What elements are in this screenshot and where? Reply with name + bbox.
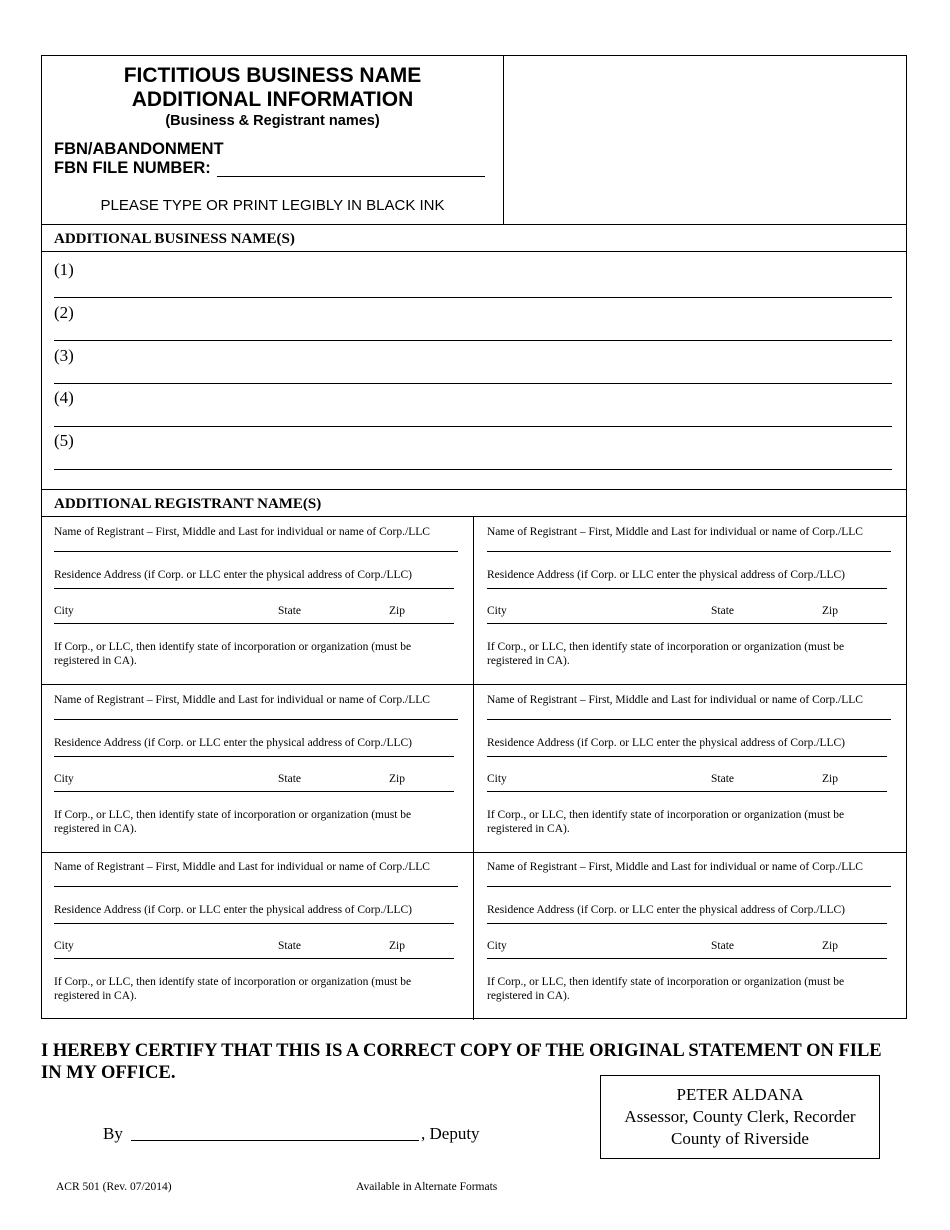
certify-line-1: I HEREBY CERTIFY THAT THIS IS A CORRECT COPY OF THE ORIGINAL STATEMENT ON FILE [41, 1041, 882, 1061]
filing-stamp-area [504, 56, 906, 224]
registrant-name-field[interactable] [487, 551, 891, 552]
registrant-name-label: Name of Registrant – First, Middle and Last for individual or name of Corp./LLC [487, 526, 863, 538]
business-name-field-3[interactable] [54, 383, 892, 384]
incorporation-label-line-1: If Corp., or LLC, then identify state of incorporation or organization (must be [487, 641, 845, 653]
fbn-form [41, 55, 907, 1019]
incorporation-label [487, 808, 844, 836]
residence-address-field[interactable] [487, 588, 887, 589]
registrant-names-title: ADDITIONAL REGISTRANT NAME(S) [54, 496, 322, 512]
business-name-number: (2) [54, 303, 74, 322]
incorporation-label-line-1: If Corp., or LLC, then identify state of incorporation or organization (must be [487, 809, 845, 821]
zip-label: Zip [822, 773, 838, 785]
zip-label: Zip [822, 605, 838, 617]
residence-address-label: Residence Address (if Corp. or LLC enter the physical address of Corp./LLC) [487, 737, 846, 749]
residence-address-label: Residence Address (if Corp. or LLC enter the physical address of Corp./LLC) [487, 904, 846, 916]
state-label: State [278, 773, 301, 785]
registrant-name-field[interactable] [54, 719, 458, 720]
form-header [42, 56, 906, 225]
deputy-signature-field[interactable] [131, 1140, 419, 1141]
incorporation-label-line-2: registered in CA). [487, 823, 570, 835]
incorporation-label [54, 640, 411, 668]
residence-address-field[interactable] [487, 923, 887, 924]
residence-address-field[interactable] [487, 756, 887, 757]
form-title-line2: ADDITIONAL INFORMATION [131, 88, 414, 111]
city-state-zip-field[interactable] [54, 623, 454, 624]
residence-address-field[interactable] [54, 923, 454, 924]
deputy-label: , Deputy [421, 1124, 480, 1143]
incorporation-label-line-1: If Corp., or LLC, then identify state of incorporation or organization (must be [487, 976, 845, 988]
form-code: ACR 501 (Rev. 07/2014) [56, 1181, 172, 1193]
incorporation-label-line-2: registered in CA). [487, 990, 570, 1002]
registrant-name-field[interactable] [54, 551, 458, 552]
state-label: State [711, 605, 734, 617]
business-name-field-1[interactable] [54, 297, 892, 298]
instruction-text: PLEASE TYPE OR PRINT LEGIBLY IN BLACK INK [100, 197, 445, 214]
official-county: County of Riverside [671, 1129, 809, 1148]
residence-address-label: Residence Address (if Corp. or LLC enter the physical address of Corp./LLC) [54, 569, 413, 581]
incorporation-label [54, 808, 411, 836]
incorporation-label-line-2: registered in CA). [487, 655, 570, 667]
registrant-cell [42, 517, 474, 685]
business-name-field-4[interactable] [54, 426, 892, 427]
city-state-zip-field[interactable] [54, 958, 454, 959]
city-state-zip-field[interactable] [487, 623, 887, 624]
business-name-number: (1) [54, 260, 74, 279]
certify-line-2: IN MY OFFICE. [41, 1063, 176, 1083]
registrant-cell [475, 517, 907, 685]
residence-address-field[interactable] [54, 588, 454, 589]
divider [42, 251, 906, 252]
business-name-field-5[interactable] [54, 469, 892, 470]
zip-label: Zip [822, 940, 838, 952]
city-label: City [54, 605, 74, 617]
registrant-cell [475, 685, 907, 853]
state-label: State [711, 940, 734, 952]
registrant-name-field[interactable] [487, 719, 891, 720]
header-left-panel [42, 56, 504, 224]
residence-address-field[interactable] [54, 756, 454, 757]
fbn-abandonment-label: FBN/ABANDONMENT [54, 140, 224, 158]
zip-label: Zip [389, 773, 405, 785]
business-name-number: (5) [54, 431, 74, 450]
state-label: State [711, 773, 734, 785]
incorporation-label-line-2: registered in CA). [54, 823, 137, 835]
state-label: State [278, 940, 301, 952]
registrant-name-label: Name of Registrant – First, Middle and Last for individual or name of Corp./LLC [487, 861, 863, 873]
residence-address-label: Residence Address (if Corp. or LLC enter the physical address of Corp./LLC) [54, 737, 413, 749]
incorporation-label-line-1: If Corp., or LLC, then identify state of incorporation or organization (must be [54, 641, 412, 653]
registrant-name-field[interactable] [54, 886, 458, 887]
business-name-number: (3) [54, 346, 74, 365]
incorporation-label [54, 975, 411, 1003]
registrant-name-label: Name of Registrant – First, Middle and Last for individual or name of Corp./LLC [54, 861, 430, 873]
registrant-cell [475, 852, 907, 1020]
registrant-name-field[interactable] [487, 886, 891, 887]
registrant-name-label: Name of Registrant – First, Middle and Last for individual or name of Corp./LLC [54, 526, 430, 538]
city-state-zip-field[interactable] [487, 958, 887, 959]
city-label: City [54, 940, 74, 952]
registrant-cell [42, 685, 474, 853]
business-name-field-2[interactable] [54, 340, 892, 341]
zip-label: Zip [389, 940, 405, 952]
official-title: Assessor, County Clerk, Recorder [624, 1107, 856, 1126]
form-subtitle: (Business & Registrant names) [165, 113, 380, 129]
incorporation-label [487, 975, 844, 1003]
city-label: City [487, 773, 507, 785]
city-state-zip-field[interactable] [54, 791, 454, 792]
fbn-file-number-field[interactable] [217, 176, 485, 177]
incorporation-label-line-2: registered in CA). [54, 655, 137, 667]
zip-label: Zip [389, 605, 405, 617]
city-label: City [487, 605, 507, 617]
incorporation-label-line-1: If Corp., or LLC, then identify state of incorporation or organization (must be [54, 976, 412, 988]
city-label: City [54, 773, 74, 785]
business-names-title: ADDITIONAL BUSINESS NAME(S) [54, 231, 295, 247]
residence-address-label: Residence Address (if Corp. or LLC enter the physical address of Corp./LLC) [54, 904, 413, 916]
by-label: By [103, 1124, 123, 1143]
fbn-file-number-label: FBN FILE NUMBER: [54, 159, 211, 177]
residence-address-label: Residence Address (if Corp. or LLC enter the physical address of Corp./LLC) [487, 569, 846, 581]
city-label: City [487, 940, 507, 952]
incorporation-label-line-1: If Corp., or LLC, then identify state of incorporation or organization (must be [54, 809, 412, 821]
official-box [600, 1075, 880, 1159]
alternate-formats-note: Available in Alternate Formats [356, 1181, 498, 1193]
business-name-number: (4) [54, 388, 74, 407]
registrant-cell [42, 852, 474, 1020]
divider [42, 489, 906, 490]
form-title-line1: FICTITIOUS BUSINESS NAME [123, 64, 422, 87]
city-state-zip-field[interactable] [487, 791, 887, 792]
state-label: State [278, 605, 301, 617]
registrant-name-label: Name of Registrant – First, Middle and Last for individual or name of Corp./LLC [487, 694, 863, 706]
official-name: PETER ALDANA [676, 1085, 804, 1104]
incorporation-label [487, 640, 844, 668]
incorporation-label-line-2: registered in CA). [54, 990, 137, 1002]
registrant-name-label: Name of Registrant – First, Middle and Last for individual or name of Corp./LLC [54, 694, 430, 706]
